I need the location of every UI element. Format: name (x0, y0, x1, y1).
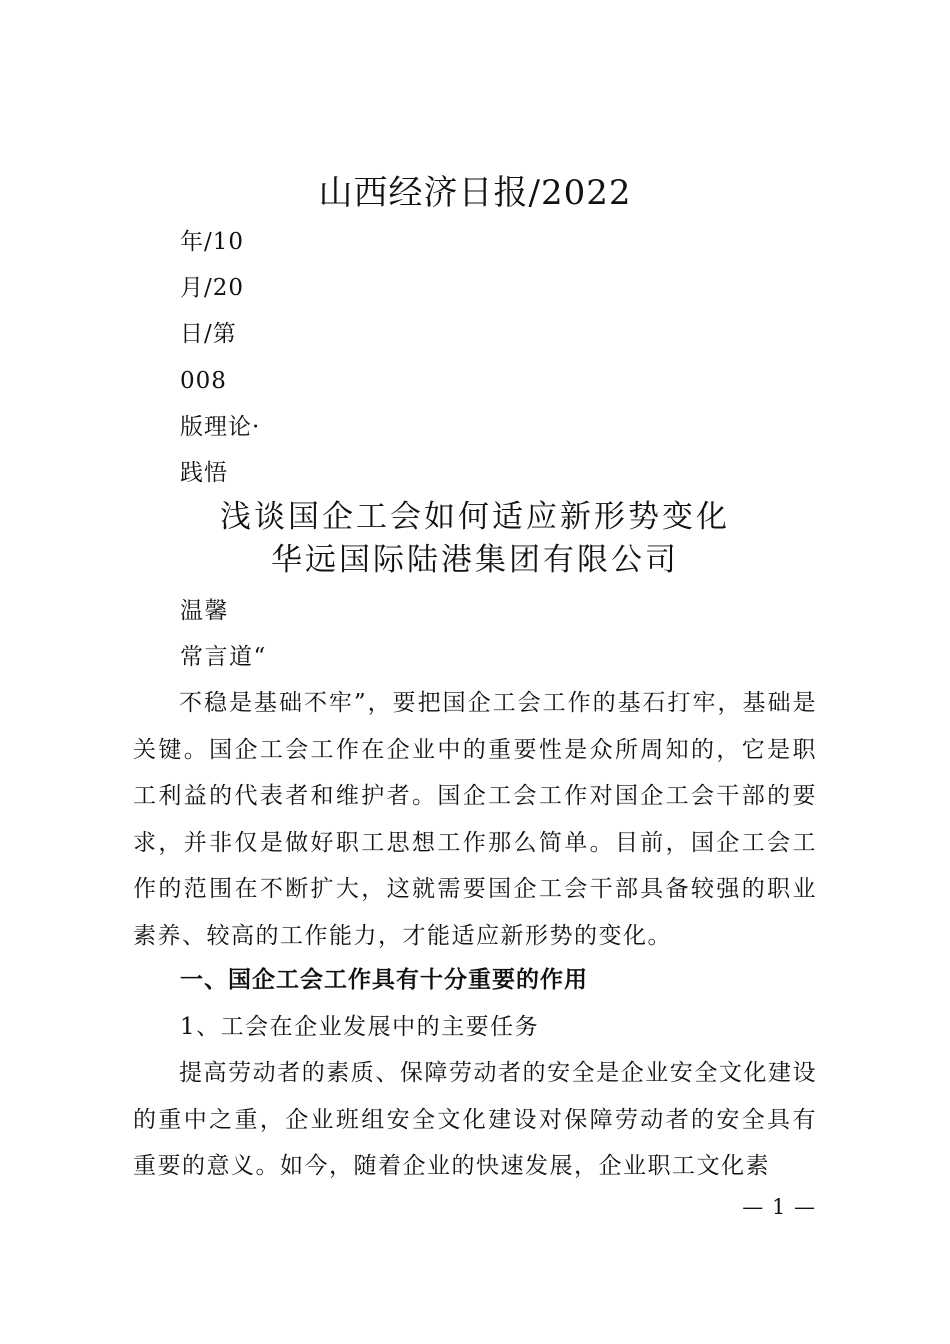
newspaper-header: 山西经济日报/2022 (318, 173, 632, 213)
article-title: 浅谈国企工会如何适应新形势变化 (220, 499, 730, 535)
meta-line-year: 年/10 (180, 229, 245, 255)
meta-line-number: 008 (180, 368, 227, 394)
body-paragraph-1: 不稳是基础不牢”，要把国企工会工作的基石打牢，基础是关键。国企工会工作在企业中的重要性是众所周知的，它是职工利益的代表者和维护者。国企工会工作对国企工会干部的要求，并非仅是做好职工思想工作那么简单。目前，国企工会工作的范围在不断扩大，这就需要国企工会干部具备较强的职业素养、较高的工作能力，才能适应新形势的变化。 (133, 690, 817, 949)
article-author: 温馨 (180, 598, 229, 624)
subsection-heading: 1、工会在企业发展中的主要任务 (180, 1014, 540, 1040)
meta-line-section: 版理论· (180, 414, 261, 440)
body-paragraph-2: 提高劳动者的素质、保障劳动者的安全是企业安全文化建设的重中之重，企业班组安全文化建设对保障劳动者的安全具有重要的意义。如今，随着企业的快速发展，企业职工文化素 (133, 1060, 817, 1179)
article-organization: 华远国际陆港集团有限公司 (271, 542, 679, 578)
page-number: — 1 — (742, 1195, 816, 1219)
quote-lead: 常言道“ (180, 644, 267, 670)
meta-line-day: 日/第 (180, 321, 237, 347)
meta-line-column: 践悟 (180, 460, 228, 486)
section-heading: 一、国企工会工作具有十分重要的作用 (180, 967, 588, 993)
meta-line-month: 月/20 (180, 275, 245, 301)
